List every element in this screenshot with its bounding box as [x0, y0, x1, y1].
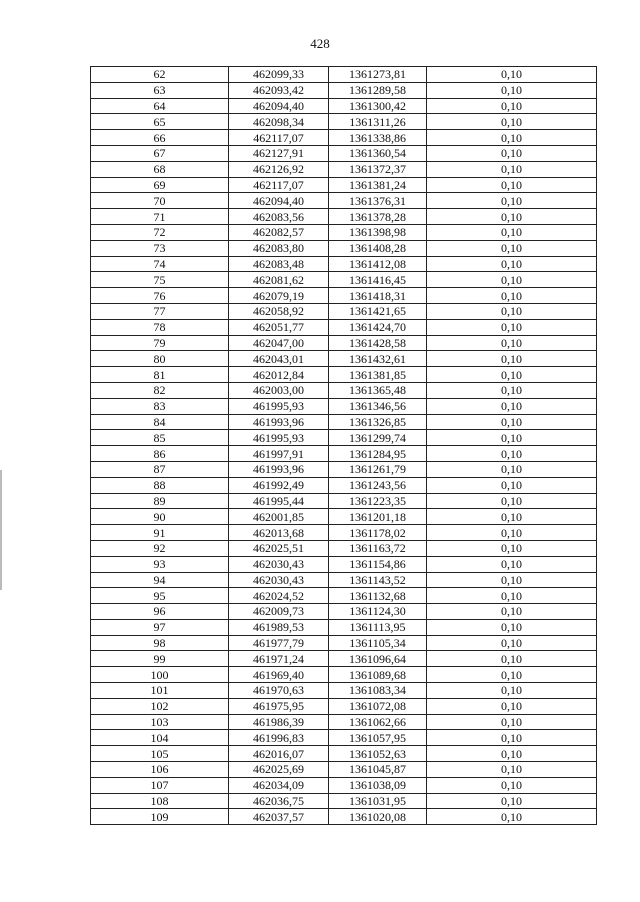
accuracy-cell: 0,10	[427, 525, 597, 541]
x-coordinate-cell: 461970,63	[229, 683, 329, 699]
accuracy-cell: 0,10	[427, 446, 597, 462]
point-number-cell: 107	[91, 777, 229, 793]
x-coordinate-cell: 462043,01	[229, 351, 329, 367]
x-coordinate-cell: 462037,57	[229, 809, 329, 825]
x-coordinate-cell: 462094,40	[229, 193, 329, 209]
y-coordinate-cell: 1361299,74	[329, 430, 427, 446]
x-coordinate-cell: 462009,73	[229, 604, 329, 620]
point-number-cell: 90	[91, 509, 229, 525]
accuracy-cell: 0,10	[427, 509, 597, 525]
point-number-cell: 99	[91, 651, 229, 667]
table-row	[91, 224, 597, 240]
x-coordinate-cell: 461986,39	[229, 714, 329, 730]
x-coordinate-cell: 461977,79	[229, 635, 329, 651]
x-coordinate-cell: 462013,68	[229, 525, 329, 541]
point-number-cell: 81	[91, 367, 229, 383]
point-number-cell: 64	[91, 98, 229, 114]
x-coordinate-cell: 462003,00	[229, 382, 329, 398]
point-number-cell: 71	[91, 209, 229, 225]
accuracy-cell: 0,10	[427, 461, 597, 477]
table-row	[91, 730, 597, 746]
accuracy-cell: 0,10	[427, 335, 597, 351]
y-coordinate-cell: 1361346,56	[329, 398, 427, 414]
accuracy-cell: 0,10	[427, 98, 597, 114]
accuracy-cell: 0,10	[427, 714, 597, 730]
y-coordinate-cell: 1361273,81	[329, 67, 427, 83]
table-row	[91, 651, 597, 667]
table-row	[91, 209, 597, 225]
accuracy-cell: 0,10	[427, 272, 597, 288]
point-number-cell: 101	[91, 683, 229, 699]
x-coordinate-cell: 462034,09	[229, 777, 329, 793]
x-coordinate-cell: 461995,44	[229, 493, 329, 509]
y-coordinate-cell: 1361154,86	[329, 556, 427, 572]
y-coordinate-cell: 1361284,95	[329, 446, 427, 462]
y-coordinate-cell: 1361338,86	[329, 130, 427, 146]
table-row	[91, 367, 597, 383]
accuracy-cell: 0,10	[427, 572, 597, 588]
y-coordinate-cell: 1361424,70	[329, 319, 427, 335]
y-coordinate-cell: 1361072,08	[329, 698, 427, 714]
point-number-cell: 69	[91, 177, 229, 193]
accuracy-cell: 0,10	[427, 588, 597, 604]
x-coordinate-cell: 462117,07	[229, 177, 329, 193]
x-coordinate-cell: 461995,93	[229, 398, 329, 414]
table-row	[91, 114, 597, 130]
y-coordinate-cell: 1361428,58	[329, 335, 427, 351]
point-number-cell: 88	[91, 477, 229, 493]
point-number-cell: 74	[91, 256, 229, 272]
y-coordinate-cell: 1361178,02	[329, 525, 427, 541]
table-row	[91, 351, 597, 367]
x-coordinate-cell: 461971,24	[229, 651, 329, 667]
table-row	[91, 604, 597, 620]
accuracy-cell: 0,10	[427, 177, 597, 193]
y-coordinate-cell: 1361163,72	[329, 540, 427, 556]
point-number-cell: 66	[91, 130, 229, 146]
table-row	[91, 240, 597, 256]
x-coordinate-cell: 462099,33	[229, 67, 329, 83]
y-coordinate-cell: 1361311,26	[329, 114, 427, 130]
point-number-cell: 108	[91, 793, 229, 809]
accuracy-cell: 0,10	[427, 67, 597, 83]
point-number-cell: 65	[91, 114, 229, 130]
table-row	[91, 762, 597, 778]
y-coordinate-cell: 1361096,64	[329, 651, 427, 667]
table-row	[91, 635, 597, 651]
x-coordinate-cell: 461992,49	[229, 477, 329, 493]
scan-edge-mark	[0, 470, 2, 590]
point-number-cell: 102	[91, 698, 229, 714]
y-coordinate-cell: 1361113,95	[329, 619, 427, 635]
y-coordinate-cell: 1361243,56	[329, 477, 427, 493]
point-number-cell: 95	[91, 588, 229, 604]
x-coordinate-cell: 462001,85	[229, 509, 329, 525]
accuracy-cell: 0,10	[427, 288, 597, 304]
y-coordinate-cell: 1361408,28	[329, 240, 427, 256]
x-coordinate-cell: 462030,43	[229, 572, 329, 588]
x-coordinate-cell: 461969,40	[229, 667, 329, 683]
table-row	[91, 303, 597, 319]
y-coordinate-cell: 1361020,08	[329, 809, 427, 825]
y-coordinate-cell: 1361421,65	[329, 303, 427, 319]
x-coordinate-cell: 461975,95	[229, 698, 329, 714]
accuracy-cell: 0,10	[427, 240, 597, 256]
y-coordinate-cell: 1361201,18	[329, 509, 427, 525]
table-row	[91, 461, 597, 477]
accuracy-cell: 0,10	[427, 777, 597, 793]
page-number: 428	[310, 36, 330, 51]
accuracy-cell: 0,10	[427, 556, 597, 572]
point-number-cell: 109	[91, 809, 229, 825]
table-row	[91, 556, 597, 572]
accuracy-cell: 0,10	[427, 161, 597, 177]
table-row	[91, 335, 597, 351]
point-number-cell: 84	[91, 414, 229, 430]
y-coordinate-cell: 1361124,30	[329, 604, 427, 620]
y-coordinate-cell: 1361381,24	[329, 177, 427, 193]
accuracy-cell: 0,10	[427, 209, 597, 225]
x-coordinate-cell: 462126,92	[229, 161, 329, 177]
accuracy-cell: 0,10	[427, 82, 597, 98]
accuracy-cell: 0,10	[427, 477, 597, 493]
table-row	[91, 683, 597, 699]
point-number-cell: 105	[91, 746, 229, 762]
y-coordinate-cell: 1361300,42	[329, 98, 427, 114]
point-number-cell: 104	[91, 730, 229, 746]
accuracy-cell: 0,10	[427, 730, 597, 746]
x-coordinate-cell: 462024,52	[229, 588, 329, 604]
x-coordinate-cell: 462025,69	[229, 762, 329, 778]
accuracy-cell: 0,10	[427, 619, 597, 635]
y-coordinate-cell: 1361416,45	[329, 272, 427, 288]
point-number-cell: 94	[91, 572, 229, 588]
x-coordinate-cell: 462117,07	[229, 130, 329, 146]
x-coordinate-cell: 462098,34	[229, 114, 329, 130]
x-coordinate-cell: 462058,92	[229, 303, 329, 319]
accuracy-cell: 0,10	[427, 114, 597, 130]
y-coordinate-cell: 1361261,79	[329, 461, 427, 477]
accuracy-cell: 0,10	[427, 303, 597, 319]
accuracy-cell: 0,10	[427, 351, 597, 367]
point-number-cell: 76	[91, 288, 229, 304]
x-coordinate-cell: 462025,51	[229, 540, 329, 556]
accuracy-cell: 0,10	[427, 762, 597, 778]
point-number-cell: 73	[91, 240, 229, 256]
table-row	[91, 698, 597, 714]
point-number-cell: 97	[91, 619, 229, 635]
y-coordinate-cell: 1361052,63	[329, 746, 427, 762]
point-number-cell: 100	[91, 667, 229, 683]
y-coordinate-cell: 1361062,66	[329, 714, 427, 730]
table-row	[91, 145, 597, 161]
table-row	[91, 272, 597, 288]
table-row	[91, 161, 597, 177]
point-number-cell: 70	[91, 193, 229, 209]
y-coordinate-cell: 1361412,08	[329, 256, 427, 272]
x-coordinate-cell: 462036,75	[229, 793, 329, 809]
x-coordinate-cell: 462030,43	[229, 556, 329, 572]
point-number-cell: 82	[91, 382, 229, 398]
point-number-cell: 87	[91, 461, 229, 477]
y-coordinate-cell: 1361326,85	[329, 414, 427, 430]
x-coordinate-cell: 461989,53	[229, 619, 329, 635]
accuracy-cell: 0,10	[427, 319, 597, 335]
point-number-cell: 62	[91, 67, 229, 83]
accuracy-cell: 0,10	[427, 793, 597, 809]
point-number-cell: 77	[91, 303, 229, 319]
accuracy-cell: 0,10	[427, 667, 597, 683]
y-coordinate-cell: 1361223,35	[329, 493, 427, 509]
table-row	[91, 430, 597, 446]
accuracy-cell: 0,10	[427, 224, 597, 240]
accuracy-cell: 0,10	[427, 809, 597, 825]
table-row	[91, 477, 597, 493]
table-row	[91, 414, 597, 430]
y-coordinate-cell: 1361038,09	[329, 777, 427, 793]
y-coordinate-cell: 1361132,68	[329, 588, 427, 604]
table-row	[91, 82, 597, 98]
table-row	[91, 130, 597, 146]
x-coordinate-cell: 462093,42	[229, 82, 329, 98]
x-coordinate-cell: 462051,77	[229, 319, 329, 335]
y-coordinate-cell: 1361381,85	[329, 367, 427, 383]
accuracy-cell: 0,10	[427, 604, 597, 620]
y-coordinate-cell: 1361143,52	[329, 572, 427, 588]
y-coordinate-cell: 1361031,95	[329, 793, 427, 809]
accuracy-cell: 0,10	[427, 193, 597, 209]
table-row	[91, 793, 597, 809]
table-row	[91, 67, 597, 83]
point-number-cell: 91	[91, 525, 229, 541]
point-number-cell: 68	[91, 161, 229, 177]
point-number-cell: 89	[91, 493, 229, 509]
point-number-cell: 106	[91, 762, 229, 778]
coordinates-table-container	[90, 66, 596, 825]
table-row	[91, 319, 597, 335]
accuracy-cell: 0,10	[427, 145, 597, 161]
table-row	[91, 525, 597, 541]
point-number-cell: 78	[91, 319, 229, 335]
point-number-cell: 98	[91, 635, 229, 651]
accuracy-cell: 0,10	[427, 430, 597, 446]
point-number-cell: 85	[91, 430, 229, 446]
table-row	[91, 746, 597, 762]
point-number-cell: 83	[91, 398, 229, 414]
table-row	[91, 446, 597, 462]
x-coordinate-cell: 461996,83	[229, 730, 329, 746]
x-coordinate-cell: 462016,07	[229, 746, 329, 762]
table-row	[91, 382, 597, 398]
table-row	[91, 777, 597, 793]
accuracy-cell: 0,10	[427, 367, 597, 383]
accuracy-cell: 0,10	[427, 683, 597, 699]
y-coordinate-cell: 1361398,98	[329, 224, 427, 240]
x-coordinate-cell: 462127,91	[229, 145, 329, 161]
accuracy-cell: 0,10	[427, 651, 597, 667]
y-coordinate-cell: 1361378,28	[329, 209, 427, 225]
y-coordinate-cell: 1361376,31	[329, 193, 427, 209]
x-coordinate-cell: 462082,57	[229, 224, 329, 240]
x-coordinate-cell: 461997,91	[229, 446, 329, 462]
point-number-cell: 96	[91, 604, 229, 620]
point-number-cell: 72	[91, 224, 229, 240]
point-number-cell: 63	[91, 82, 229, 98]
x-coordinate-cell: 462083,80	[229, 240, 329, 256]
accuracy-cell: 0,10	[427, 382, 597, 398]
y-coordinate-cell: 1361360,54	[329, 145, 427, 161]
point-number-cell: 75	[91, 272, 229, 288]
point-number-cell: 67	[91, 145, 229, 161]
table-row	[91, 509, 597, 525]
y-coordinate-cell: 1361105,34	[329, 635, 427, 651]
x-coordinate-cell: 462083,48	[229, 256, 329, 272]
table-row	[91, 177, 597, 193]
table-row	[91, 98, 597, 114]
coordinates-table	[90, 66, 597, 825]
accuracy-cell: 0,10	[427, 698, 597, 714]
accuracy-cell: 0,10	[427, 256, 597, 272]
table-row	[91, 588, 597, 604]
table-row	[91, 572, 597, 588]
x-coordinate-cell: 462012,84	[229, 367, 329, 383]
x-coordinate-cell: 462083,56	[229, 209, 329, 225]
table-row	[91, 256, 597, 272]
y-coordinate-cell: 1361372,37	[329, 161, 427, 177]
table-row	[91, 619, 597, 635]
table-row	[91, 493, 597, 509]
point-number-cell: 80	[91, 351, 229, 367]
accuracy-cell: 0,10	[427, 746, 597, 762]
x-coordinate-cell: 462047,00	[229, 335, 329, 351]
x-coordinate-cell: 462079,19	[229, 288, 329, 304]
y-coordinate-cell: 1361045,87	[329, 762, 427, 778]
y-coordinate-cell: 1361418,31	[329, 288, 427, 304]
y-coordinate-cell: 1361057,95	[329, 730, 427, 746]
accuracy-cell: 0,10	[427, 414, 597, 430]
y-coordinate-cell: 1361083,34	[329, 683, 427, 699]
table-row	[91, 193, 597, 209]
accuracy-cell: 0,10	[427, 540, 597, 556]
x-coordinate-cell: 461993,96	[229, 461, 329, 477]
y-coordinate-cell: 1361432,61	[329, 351, 427, 367]
accuracy-cell: 0,10	[427, 635, 597, 651]
table-row	[91, 398, 597, 414]
x-coordinate-cell: 461995,93	[229, 430, 329, 446]
table-row	[91, 667, 597, 683]
point-number-cell: 93	[91, 556, 229, 572]
point-number-cell: 103	[91, 714, 229, 730]
point-number-cell: 86	[91, 446, 229, 462]
table-row	[91, 714, 597, 730]
accuracy-cell: 0,10	[427, 398, 597, 414]
accuracy-cell: 0,10	[427, 493, 597, 509]
x-coordinate-cell: 462094,40	[229, 98, 329, 114]
table-row	[91, 809, 597, 825]
y-coordinate-cell: 1361089,68	[329, 667, 427, 683]
accuracy-cell: 0,10	[427, 130, 597, 146]
table-row	[91, 540, 597, 556]
point-number-cell: 79	[91, 335, 229, 351]
table-row	[91, 288, 597, 304]
y-coordinate-cell: 1361365,48	[329, 382, 427, 398]
point-number-cell: 92	[91, 540, 229, 556]
x-coordinate-cell: 462081,62	[229, 272, 329, 288]
y-coordinate-cell: 1361289,58	[329, 82, 427, 98]
x-coordinate-cell: 461993,96	[229, 414, 329, 430]
coordinates-table-body	[91, 67, 597, 825]
